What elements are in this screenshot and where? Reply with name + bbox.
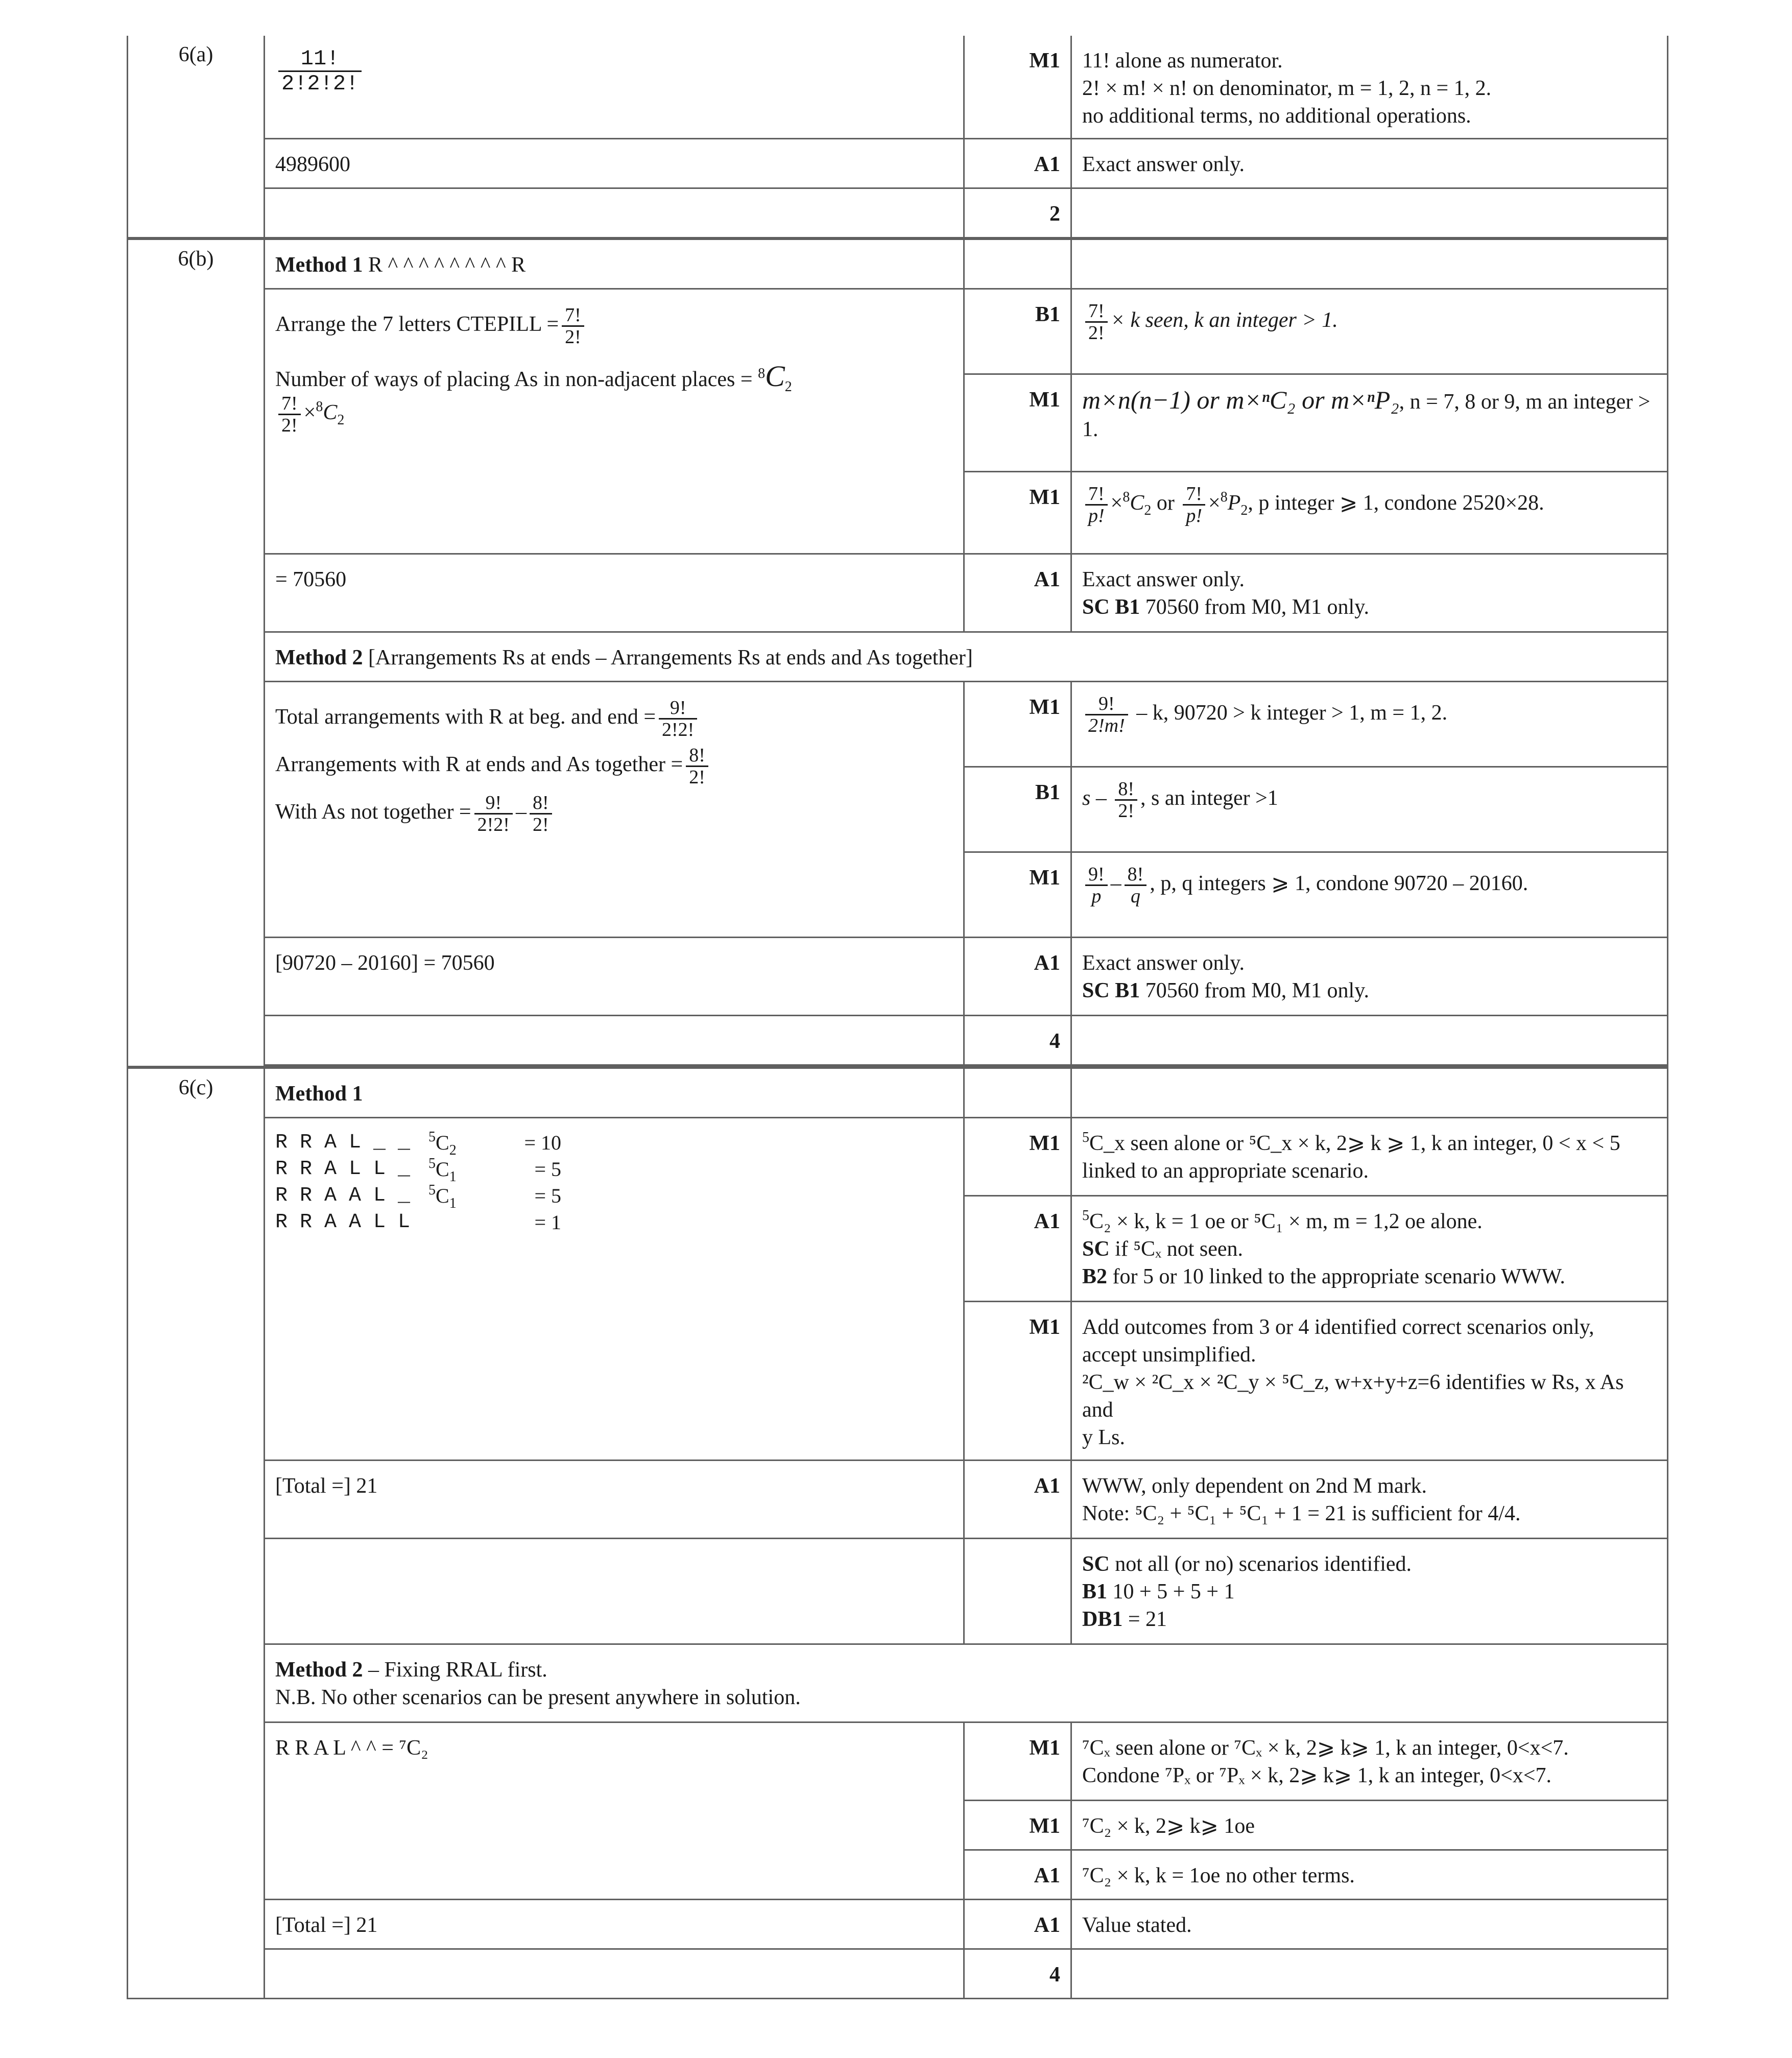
mark-scheme-table <box>127 36 1668 1999</box>
q6c-m2-m1b-mark: M1 <box>964 1801 1071 1850</box>
q6c-scenarios <box>265 1118 964 1461</box>
q6b-answer2: [90720 – 20160] = 70560 <box>265 938 964 1016</box>
q6b-m1a-mark: M1 <box>964 374 1071 472</box>
scenario-pattern: R R A A L L <box>275 1211 411 1234</box>
q6c-row-sc <box>128 1539 1668 1644</box>
q6c-m1b-guidance: Add outcomes from 3 or 4 identified correct scenarios only, accept unsimplified. ²C_w × ²C_x × ²C_y × ⁵C_z, w+x+y+z=6 identifies w Rs, x As and y Ls. <box>1071 1302 1668 1461</box>
q6c-row-a1b <box>128 1461 1668 1539</box>
q6c-m2-a1b-guidance: Value stated. <box>1071 1900 1668 1949</box>
q6c-m2-a1-mark: A1 <box>964 1850 1071 1900</box>
q6c-row-m1 <box>128 1118 1668 1196</box>
q6a-a1-mark: A1 <box>964 139 1071 188</box>
q6b-row-method1 <box>128 238 1668 289</box>
q6c-m2-a1b-mark: A1 <box>964 1900 1071 1949</box>
scenario-list: R R A L _ _ $^5C_2$ = 10 R R A L L _ $^5C_1$ = 5 R R A A L _ $^5C_1$ = 5 R R A A L L = 1 <box>275 1130 953 1236</box>
scenario-pattern: R R A L L _ <box>275 1158 411 1181</box>
q6a-answer: 4989600 <box>265 139 964 188</box>
q6b-m2-m1b-guidance: $\frac{9!}{p}$ – $\frac{8!}{q}$ , p, q integers ⩾ 1, condone 90720 – 20160. <box>1071 852 1668 938</box>
q6b-m1b-guidance: $\frac{7!}{p!}$ $\times^8C_2$ or $\frac{7!}{p!}$ $\times^8P_2$, p integer ⩾ 1, condone 2520×28. <box>1071 472 1668 554</box>
q6c-row-method1 <box>128 1067 1668 1118</box>
q6c-m1b-mark: M1 <box>964 1302 1071 1461</box>
q6b-row-a1 <box>128 554 1668 632</box>
q6b-method1-heading: Method 1 R ^ ^ ^ ^ ^ ^ ^ ^ R <box>265 238 964 289</box>
q6b-m2-b1-mark: B1 <box>964 767 1071 852</box>
mark-scheme-page <box>127 36 1667 1999</box>
q6b-m1b-mark: M1 <box>964 472 1071 554</box>
scenario-pattern: R R A A L _ <box>275 1184 411 1207</box>
q6a-total-marks: 2 <box>964 188 1071 239</box>
q6b-m2-m1-guidance: $\frac{9!}{2!m!}$ – k, 90720 > k integer > 1, m = 1, 2. <box>1071 682 1668 767</box>
q6b-method2-heading: Method 2 [Arrangements Rs at ends – Arrangements Rs at ends and As together] <box>265 632 1668 682</box>
q6c-total-answer: [Total =] 21 <box>265 1461 964 1539</box>
q6c-method2-heading: Method 2 – Fixing RRAL first. N.B. No other scenarios can be present anywhere in solution. <box>265 1644 1668 1722</box>
q6c-a1b-guidance: WWW, only dependent on 2nd M mark. Note: ⁵C₂ + ⁵C₁ + ⁵C₁ + 1 = 21 is sufficient for 4/4. <box>1071 1461 1668 1539</box>
q6b-b1-guidance: $\frac{7!}{2!}$ × k seen, k an integer > 1. <box>1071 289 1668 374</box>
q6b-answer1: = 70560 <box>265 554 964 632</box>
q6a-working <box>265 36 964 139</box>
q6c-a1b-mark: A1 <box>964 1461 1071 1539</box>
q6b-row-b1 <box>128 289 1668 374</box>
q6a-label: 6(a) <box>128 36 265 238</box>
q6c-m2-m1-mark: M1 <box>964 1722 1071 1801</box>
q6b-total-marks: 4 <box>964 1016 1071 1065</box>
q6c-sc-guidance: SC not all (or no) scenarios identified. B1 10 + 5 + 5 + 1 DB1 = 21 <box>1071 1539 1668 1644</box>
q6c-label: 6(c) <box>128 1067 265 1999</box>
q6c-total-marks: 4 <box>964 1949 1071 1999</box>
q6c-m2-m1b-guidance: ⁷C₂ × k, 2⩾ k⩾ 1oe <box>1071 1801 1668 1850</box>
q6c-m1-guidance: $^5$C_x seen alone or ⁵C_x × k, 2⩾ k ⩾ 1, k an integer, 0 < x < 5 linked to an appropriate scenario. <box>1071 1118 1668 1196</box>
q6c-row-total <box>128 1949 1668 1999</box>
scenario-pattern: R R A L _ _ <box>275 1131 411 1154</box>
q6b-row-method2 <box>128 632 1668 682</box>
q6b-a1-guidance: Exact answer only. SC B1 70560 from M0, M1 only. <box>1071 554 1668 632</box>
q6b-label: 6(b) <box>128 238 265 1067</box>
q6b-a1-mark: A1 <box>964 554 1071 632</box>
q6b-m2-m1b-mark: M1 <box>964 852 1071 938</box>
q6c-a1-mark: A1 <box>964 1196 1071 1302</box>
q6a-m1-guidance: 11! alone as numerator. 2! × m! × n! on denominator, m = 1, 2, n = 1, 2. no additional terms, no additional operations. <box>1071 36 1668 139</box>
q6c-method1-heading: Method 1 <box>265 1067 964 1118</box>
q6c-row-m2-m1 <box>128 1722 1668 1801</box>
q6a-row-total <box>128 188 1668 239</box>
q6c-a1-guidance: $^5$C₂ × k, k = 1 oe or ⁵C₁ × m, m = 1,2 oe alone. SC if ⁵Cₓ not seen. B2 for 5 or 10 linked to the appropriate scenario WWW. <box>1071 1196 1668 1302</box>
q6b-m2-b1-guidance: s – $\frac{8!}{2!}$ , s an integer >1 <box>1071 767 1668 852</box>
q6b-m1a-guidance: m×n(n−1) or m×ⁿC₂ or m×ⁿP₂, n = 7, 8 or 9, m an integer > 1. <box>1071 374 1668 472</box>
q6b-method1-working: Arrange the 7 letters CTEPILL = $\frac{7!}{2!}$ Number of ways of placing As in non-adjacent places = $^8C_2$ $\frac{7!}{2!}$ $\times^8C_2$ <box>265 289 964 554</box>
q6b-m2-a1-mark: A1 <box>964 938 1071 1016</box>
q6c-m1-mark: M1 <box>964 1118 1071 1196</box>
q6b-m2-a1-guidance: Exact answer only. SC B1 70560 from M0, M1 only. <box>1071 938 1668 1016</box>
q6b-row-m2-a1 <box>128 938 1668 1016</box>
q6c-m2-total-answer: [Total =] 21 <box>265 1900 964 1949</box>
q6b-row-m2-m1 <box>128 682 1668 767</box>
q6b-method2-working: Total arrangements with R at beg. and end = $\frac{9!}{2!2!}$ Arrangements with R at ends and As together = $\frac{8!}{2!}$ With As not together = $\frac{9!}{2!2!}$ – $\frac{8!}{2!}$ <box>265 682 964 938</box>
q6a-fraction: $\frac{11!}{2!2!2!}$ <box>278 47 362 95</box>
q6a-a1-guidance: Exact answer only. <box>1071 139 1668 188</box>
q6b-m2-m1-mark: M1 <box>964 682 1071 767</box>
q6c-m2-a1-guidance: ⁷C₂ × k, k = 1oe no other terms. <box>1071 1850 1668 1900</box>
q6a-row-2 <box>128 139 1668 188</box>
q6a-row-1 <box>128 36 1668 139</box>
q6a-m1-mark: M1 <box>964 36 1071 139</box>
q6c-m2-m1-guidance: ⁷Cₓ seen alone or ⁷Cₓ × k, 2⩾ k⩾ 1, k an integer, 0<x<7. Condone ⁷Pₓ or ⁷Pₓ × k, 2⩾ k⩾ 1, k an integer, 0<x<7. <box>1071 1722 1668 1801</box>
q6b-row-total <box>128 1016 1668 1065</box>
fraction-7-over-2: $\frac{7!}{2!}$ <box>562 305 584 347</box>
q6c-method2-working: R R A L ^ ^ = ⁷C₂ <box>265 1722 964 1900</box>
q6b-b1-mark: B1 <box>964 289 1071 374</box>
q6c-row-m2-a1b <box>128 1900 1668 1949</box>
q6c-row-method2 <box>128 1644 1668 1722</box>
